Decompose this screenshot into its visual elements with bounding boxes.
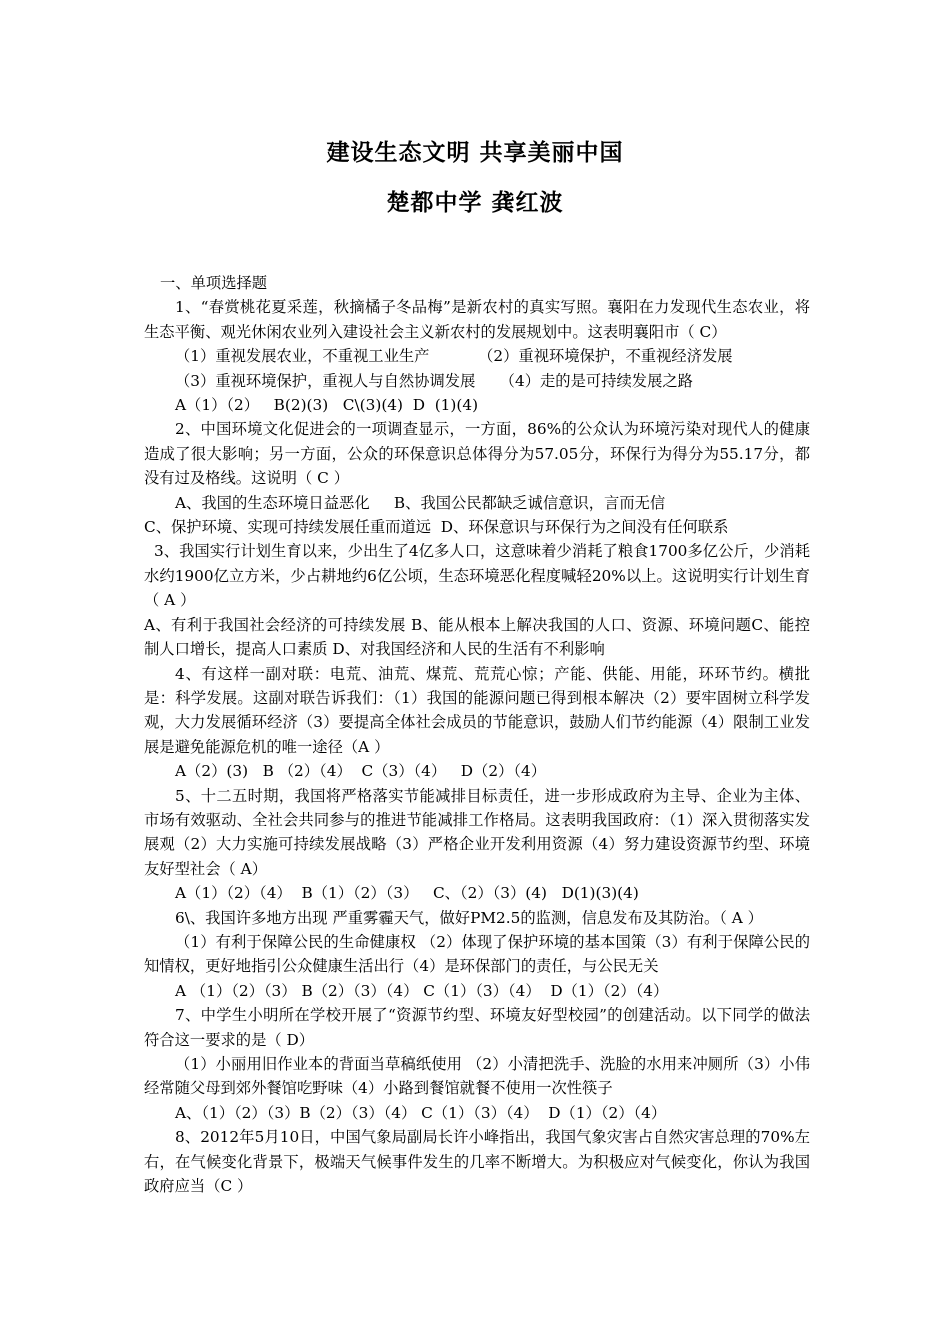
question-3-stem: 3、我国实行计划生育以来，少出生了4亿多人口，这意味着少消耗了粮食1700多亿公斤，少消耗水约1900亿立方米，少占耕地约6亿公顷，生态环境恶化程度喊轻20%以上。这说明实行计划生育（ A ） [144,542,810,610]
question-2-options-line1: A、我国的生态环境日益恶化 B、我国公民都缺乏诚信意识，言而无信 [175,493,666,512]
question-1-options-line1: （1）重视发展农业，不重视工业生产 （2）重视环境保护，不重视经济发展 [175,347,733,366]
question-6-choices: A （1）（2）（3） B（2）（3）（4） C（1）（3）（4） D（1）（2）（4） [175,981,669,1000]
document-author: 楚都中学 龚红波 [386,190,564,216]
question-1-options-line2: （3）重视环境保护，重视人与自然协调发展 （4）走的是可持续发展之路 [175,371,693,390]
question-8-stem: 8、2012年5月10日，中国气象局副局长许小峰指出，我国气象灾害占自然灾害总理的70%左右，在气候变化背景下，极端天气候事件发生的几率不断增大。为积极应对气候变化，你认为我国政府应当（C ） [144,1128,810,1196]
question-4-stem: 4、有这样一副对联：电荒、油荒、煤荒、荒荒心惊；产能、供能、用能，环环节约。横批是：科学发展。这副对联告诉我们：（1）我国的能源问题已得到根本解决（2）要牢固树立科学发观，大力发展循环经济（3）要提高全体社会成员的节能意识，鼓励人们节约能源（4）限制工业发展是避免能源危机的唯一途径（A ） [144,664,810,756]
question-7-stem: 7、中学生小明所在学校开展了“资源节约型、环境友好型校园”的创建活动。以下同学的做法符合这一要求的是（ D） [144,1006,810,1049]
section-heading: 一、单项选择题 [160,274,268,292]
question-5-stem: 5、十二五时期，我国将严格落实节能减排目标责任，进一步形成政府为主导、企业为主体、市场有效驱动、全社会共同参与的推进节能减排工作格局。这表明我国政府：（1）深入贯彻落实发展观（2）大力实施可持续发展战略（3）严格企业开发利用资源（4）努力建设资源节约型、环境友好型社会（ A） [144,786,810,878]
question-6-options: （1）有利于保障公民的生命健康权 （2）体现了保护环境的基本国策（3）有利于保障公民的知情权，更好地指引公众健康生活出行（4）是环保部门的责任，与公民无关 [144,932,810,976]
document-title: 建设生态文明 共享美丽中国 [326,140,624,166]
question-4-choices: A（2）(3) B （2）（4） C（3）（4） D（2）（4） [175,762,547,781]
question-5-choices: A（1）（2）（4） B（1）（2）（3） C、（2）（3）(4) D(1)(3)(4) [175,884,639,903]
question-6-stem: 6\、我国许多地方出现 严重雾霾天气，做好PM2.5的监测，信息发布及其防治。（ A ） [175,908,763,927]
question-7-choices: A、（1）（2）（3）B（2）（3）（4） C（1）（3）（4） D（1）（2）（4） [175,1103,667,1122]
question-3-options: A、有利于我国社会经济的可持续发展 B、能从根本上解决我国的人口、资源、环境问题C、能控制人口增长，提高人口素质 D、对我国经济和人民的生活有不利影响 [144,615,810,659]
question-2-options-line2: C、保护环境、实现可持续发展任重而道远 D、环保意识与环保行为之间没有任何联系 [144,518,729,537]
question-2-stem: 2、中国环境文化促进会的一项调查显示，一方面，86%的公众认为环境污染对现代人的健康造成了很大影响；另一方面，公众的环保意识总体得分为57.05分，环保行为得分为55.17分，都没有过及格线。这说明（ C ） [144,420,810,488]
document-body [144,271,810,1198]
question-7-options: （1）小丽用旧作业本的背面当草稿纸使用 （2）小清把洗手、洗脸的水用来冲厕所（3）小伟经常随父母到郊外餐馆吃野味（4）小路到餐馆就餐不使用一次性筷子 [144,1055,810,1098]
question-1-stem: 1、“春赏桃花夏采莲，秋摘橘子冬品梅”是新农村的真实写照。襄阳在力发现代生态农业，将生态平衡、观光休闲农业列入建设社会主义新农村的发展规划中。这表明襄阳市（ C） [144,298,810,341]
question-1-choices: A（1）（2） B(2)(3) C\(3)(4) D (1)(4) [175,396,479,415]
